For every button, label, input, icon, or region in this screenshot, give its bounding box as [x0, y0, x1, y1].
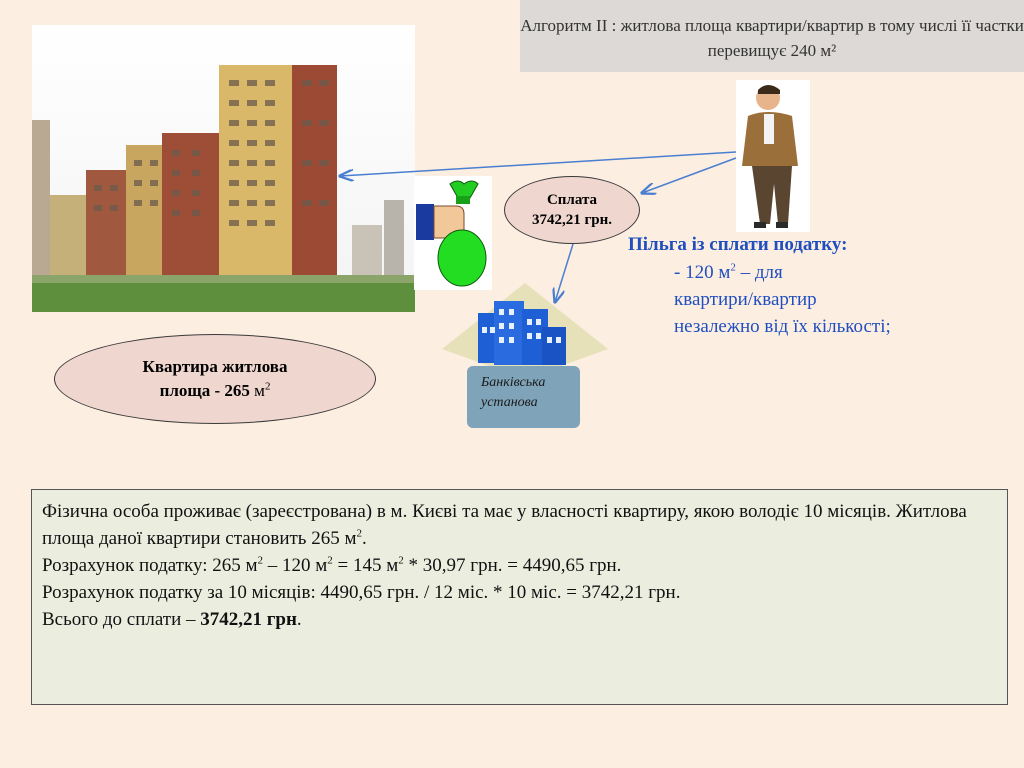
relief-line1: - 120 $м^2$ – для — [674, 261, 783, 283]
bank-label-line2: установа — [481, 395, 538, 410]
apartment-line2: площа - 265 $м^2$ — [159, 380, 271, 400]
arrow-person-to-payment — [642, 158, 736, 193]
calculation-box — [31, 489, 1008, 705]
calc-paragraph-2: Розрахунок податку: 265 $м^2 - 120$ $м^2 = 145$ $м^2 * 30,97$ грн. = 4490,65 грн. — [42, 554, 622, 576]
relief-title: Пільга із сплати податку: — [628, 234, 848, 255]
slide-title-text: Алгоритм II : житлова площа квартири/квартир в тому числі її частки перевищує 240 м² — [520, 16, 1024, 60]
arrow-person-to-building — [340, 152, 736, 176]
relief-body — [674, 259, 891, 340]
calc-paragraph-4: Всього до сплати – 3742,21 грн. — [42, 609, 302, 630]
payment-amount: 3742,21 грн. — [531, 212, 613, 228]
apartment-ellipse — [54, 334, 376, 424]
bank-icon — [442, 283, 608, 379]
payment-label: Сплата — [546, 192, 598, 208]
relief-line3: незалежно від їх кількості; — [674, 316, 891, 337]
payment-ellipse — [504, 176, 640, 244]
calc-paragraph-1: Фізична особа проживає (зареєстрована) в м. Києві та має у власності квартиру, якою володіє 10 місяців. Житлова площа даної квартири становить 265 $м^2$. — [42, 501, 967, 549]
bank-label — [467, 366, 580, 428]
bank-label-line1: Банківська — [481, 375, 546, 390]
relief-line2: квартири/квартир — [674, 289, 817, 310]
calc-paragraph-3: Розрахунок податку за 10 місяців: 4490,65 грн. / 12 міс. * 10 міс. = 3742,21 грн. — [42, 582, 681, 603]
apartment-line1: Квартира житлова — [142, 357, 288, 376]
